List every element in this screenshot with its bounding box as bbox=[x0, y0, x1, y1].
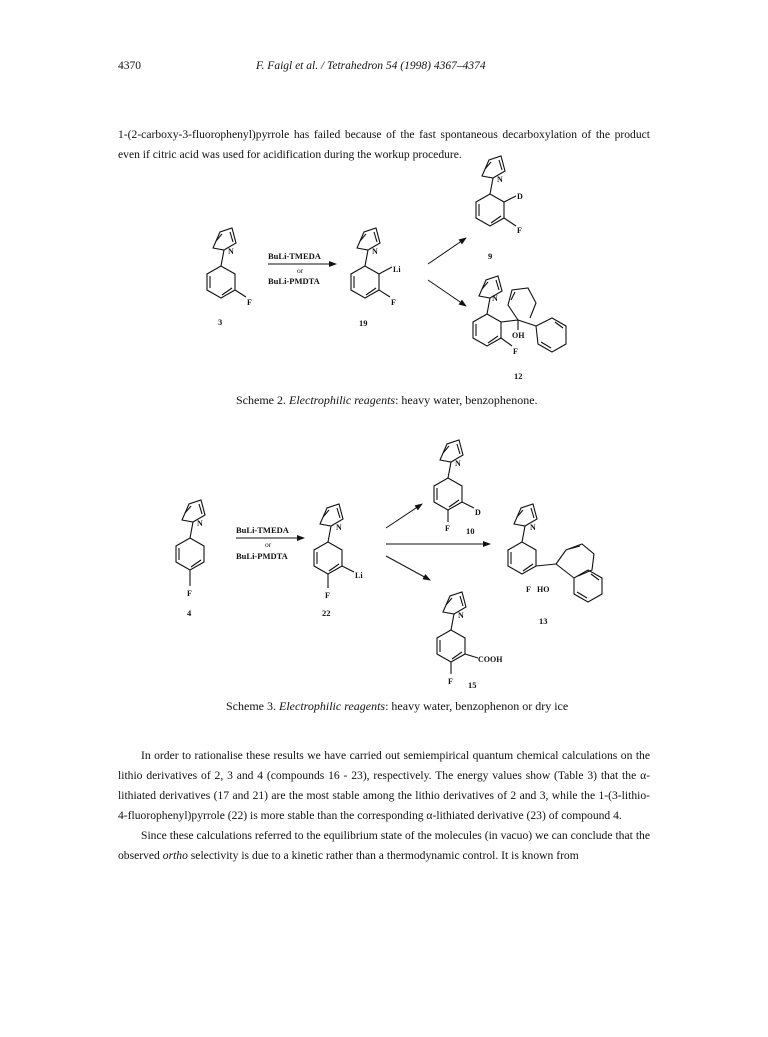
compound-13-structure bbox=[508, 504, 602, 626]
atom-d-9: D bbox=[517, 192, 523, 201]
atom-n-3: N bbox=[228, 247, 234, 256]
atom-f-10: F bbox=[445, 524, 450, 533]
compound-12-structure bbox=[473, 276, 566, 381]
compound-label-15: 15 bbox=[468, 680, 477, 690]
compound-label-4: 4 bbox=[187, 608, 192, 618]
running-title: F. Faigl et al. / Tetrahedron 54 (1998) 4367–4374 bbox=[256, 60, 486, 72]
compound-label-9: 9 bbox=[488, 251, 493, 261]
scheme-2-caption-rest: : heavy water, benzophenone. bbox=[395, 393, 538, 407]
compound-label-22: 22 bbox=[322, 608, 331, 618]
intro-text: 1-(2-carboxy-3-fluorophenyl)pyrrole has failed because of the fast spontaneous decarboxylation of the product even if citric acid was used for acidification during the workup procedure. bbox=[118, 128, 650, 161]
body-p2-start: Since these calculations referred to the equilibrium state of the molecules (in vacuo) we can conclude that the observed bbox=[118, 829, 650, 862]
scheme-2-caption bbox=[236, 393, 538, 408]
arrow-to-9 bbox=[428, 238, 466, 264]
atom-d-10: D bbox=[475, 508, 481, 517]
scheme-3-caption-rest: : heavy water, benzophenon or dry ice bbox=[385, 699, 569, 713]
atom-f-22: F bbox=[325, 591, 330, 600]
atom-n-19: N bbox=[372, 247, 378, 256]
atom-n-12: N bbox=[492, 294, 498, 303]
scheme-2-caption-prefix: Scheme 2. bbox=[236, 393, 289, 407]
atom-f-13: F bbox=[526, 585, 531, 594]
atom-cooh-15: COOH bbox=[478, 655, 503, 664]
atom-f-19: F bbox=[391, 298, 396, 307]
compound-22-structure bbox=[314, 504, 363, 618]
atom-f-15: F bbox=[448, 677, 453, 686]
body-p2-italic: ortho bbox=[162, 849, 188, 862]
body-p2-end: selectivity is due to a kinetic rather than a thermodynamic control. It is known from bbox=[187, 849, 579, 862]
arrow-to-15 bbox=[386, 556, 430, 580]
atom-n-4: N bbox=[197, 519, 203, 528]
atom-li-22: Li bbox=[355, 571, 363, 580]
body-paragraph-1: In order to rationalise these results we have carried out semiempirical quantum chemical calculations on the lithio derivatives of 2, 3 and 4 (compounds 16 - 23), respectively. The energy values show (Table 3) that the α-lithiated derivatives (17 and 21) are the most stable among the lithio derivatives of 2 and 3, while the 1-(3-lithio-4-fluorophenyl)pyrrole (22) is more stable than the corresponding α-lithiated derivative (23) of compound 4. bbox=[118, 749, 650, 822]
compound-3-structure bbox=[207, 228, 252, 327]
compound-label-10: 10 bbox=[466, 526, 475, 536]
compound-9-structure bbox=[476, 156, 523, 261]
reagent-or-2: or bbox=[265, 540, 272, 549]
reagent-tmeda: BuLi-TMEDA bbox=[268, 251, 321, 261]
compound-4-structure bbox=[176, 500, 205, 618]
atom-f-9: F bbox=[517, 226, 522, 235]
scheme-3-caption bbox=[226, 699, 568, 714]
atom-n-22: N bbox=[336, 523, 342, 532]
atom-n-13: N bbox=[530, 523, 536, 532]
arrow-to-10 bbox=[386, 504, 422, 528]
atom-oh-12: OH bbox=[512, 331, 525, 340]
atom-ho-13: HO bbox=[537, 585, 550, 594]
compound-label-19: 19 bbox=[359, 318, 368, 328]
body-text bbox=[118, 746, 650, 866]
scheme-2-caption-italic: Electrophilic reagents bbox=[289, 393, 396, 407]
reagent-pmdta: BuLi-PMDTA bbox=[268, 276, 320, 286]
compound-10-structure bbox=[434, 440, 481, 536]
atom-n-10: N bbox=[455, 459, 461, 468]
atom-li-19: Li bbox=[393, 265, 401, 274]
scheme-3-figure bbox=[0, 420, 768, 695]
arrow-to-12 bbox=[428, 280, 466, 306]
atom-f-12: F bbox=[513, 347, 518, 356]
compound-19-structure bbox=[351, 228, 401, 328]
atom-f-3: F bbox=[247, 298, 252, 307]
reagent-pmdta-2: BuLi-PMDTA bbox=[236, 551, 288, 561]
body-paragraph-2 bbox=[118, 826, 650, 866]
compound-label-3: 3 bbox=[218, 317, 223, 327]
compound-15-structure bbox=[437, 592, 503, 690]
compound-label-12: 12 bbox=[514, 371, 523, 381]
scheme-3-caption-prefix: Scheme 3. bbox=[226, 699, 279, 713]
scheme-3-caption-italic: Electrophilic reagents bbox=[279, 699, 386, 713]
atom-n-15: N bbox=[458, 611, 464, 620]
scheme-2-figure bbox=[0, 0, 768, 400]
atom-f-4: F bbox=[187, 589, 192, 598]
compound-label-13: 13 bbox=[539, 616, 548, 626]
reagent-or: or bbox=[297, 266, 304, 275]
atom-n-9: N bbox=[497, 175, 503, 184]
reagent-tmeda-2: BuLi-TMEDA bbox=[236, 525, 289, 535]
page-number: 4370 bbox=[118, 60, 141, 72]
